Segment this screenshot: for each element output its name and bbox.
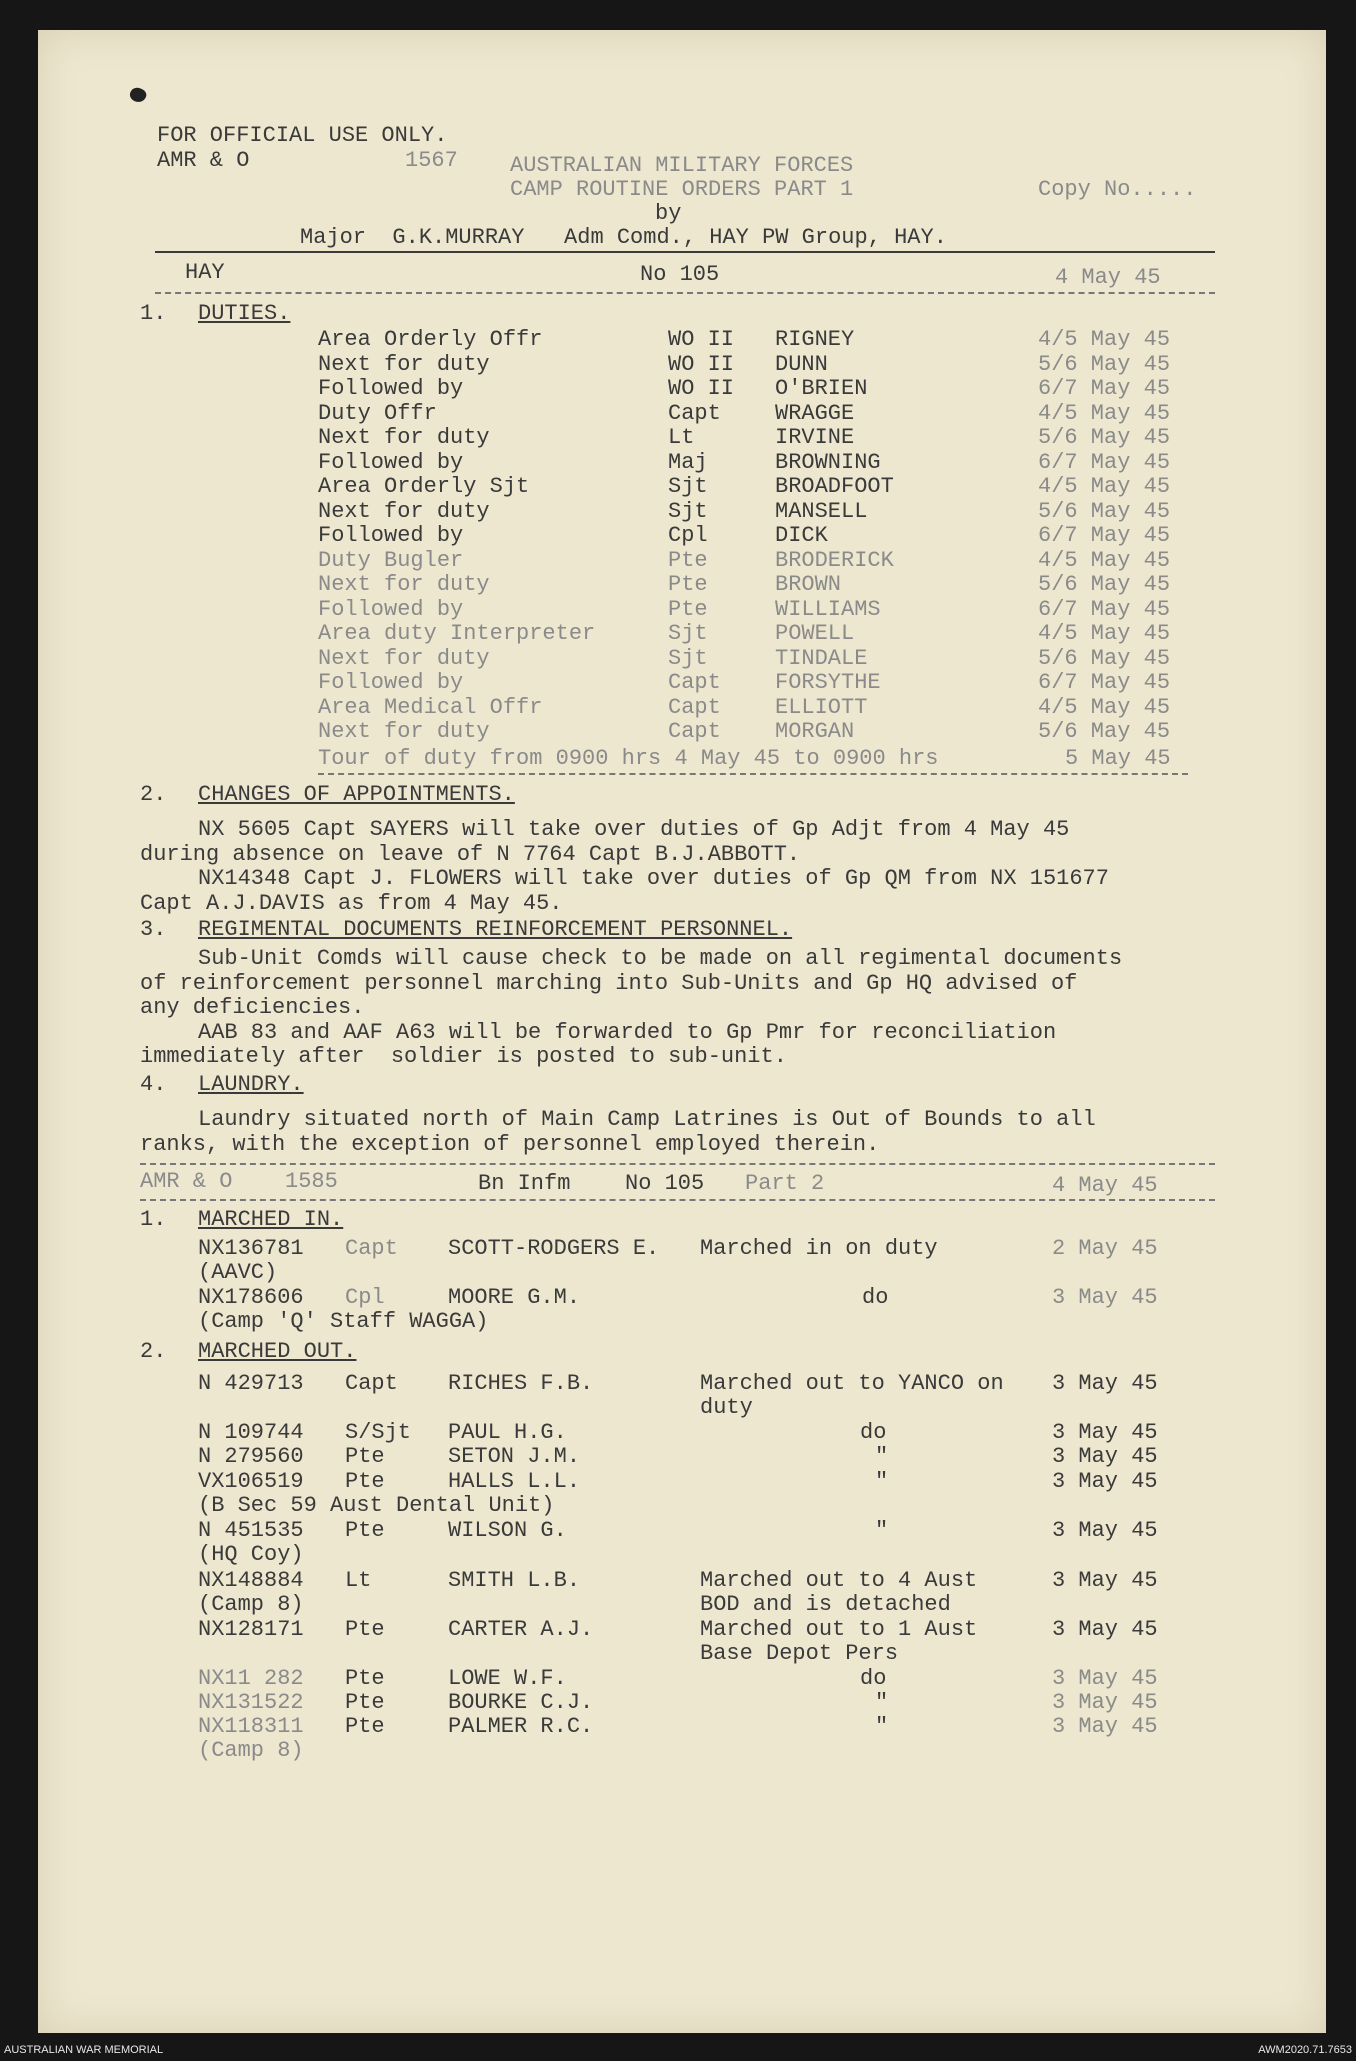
part2-order-number: No 105 [625,1171,705,1196]
regimental-line: Sub-Unit Comds will cause check to be made on all regimental documents [198,946,1123,971]
duty-name: ELLIOTT [775,695,868,720]
header-dashed-rule [155,292,1215,294]
appointments-heading: CHANGES OF APPOINTMENTS. [198,782,515,807]
service-number: NX131522 [198,1690,304,1715]
duty-date: 6/7 May 45 [1038,376,1171,401]
duty-rank: Maj [668,450,708,475]
duty-date: 5/6 May 45 [1038,646,1171,671]
duty-name: RIGNEY [775,327,855,352]
duty-date: 6/7 May 45 [1038,450,1171,475]
duty-date: 4/5 May 45 [1038,474,1171,499]
duty-date: 6/7 May 45 [1038,670,1171,695]
movement-detail: do [860,1420,887,1445]
movement-date: 3 May 45 [1052,1617,1158,1642]
unit-note: (Camp 'Q' Staff WAGGA) [198,1309,489,1334]
duty-role: Followed by [318,523,464,548]
duty-role: Area Orderly Sjt [318,474,530,499]
duties-rule [318,773,1188,775]
movement-date: 3 May 45 [1052,1568,1158,1593]
footer-institution: AUSTRALIAN WAR MEMORIAL [4,2044,164,2056]
tour-line: Tour of duty from 0900 hrs 4 May 45 to 0900 hrs [318,746,939,771]
service-number: NX136781 [198,1236,304,1261]
duty-role: Followed by [318,376,464,401]
movement-detail: Marched out to 1 Aust [700,1617,978,1642]
regimental-line: AAB 83 and AAF A63 will be forwarded to Gp Pmr for reconciliation [198,1020,1057,1045]
by-line: by [655,201,682,226]
movement-date: 3 May 45 [1052,1420,1158,1445]
header-rule [155,251,1215,253]
rank: Pte [345,1714,385,1739]
unit-note: (HQ Coy) [198,1542,304,1567]
rank: Capt [345,1371,398,1396]
soldier-name: HALLS L.L. [448,1469,581,1494]
duty-role: Area duty Interpreter [318,621,596,646]
duty-role: Area Medical Offr [318,695,543,720]
appointments-line: Capt A.J.DAVIS as from 4 May 45. [140,891,563,916]
service-number: NX128171 [198,1617,304,1642]
rank: Lt [345,1568,372,1593]
marched-out-heading: MARCHED OUT. [198,1339,357,1364]
duty-role: Next for duty [318,719,490,744]
duty-role: Followed by [318,450,464,475]
duty-rank: Pte [668,572,708,597]
duty-rank: WO II [668,352,735,377]
duty-date: 5/6 May 45 [1038,352,1171,377]
tour-date: 5 May 45 [1065,746,1171,771]
soldier-name: BOURKE C.J. [448,1690,594,1715]
service-number: NX118311 [198,1714,304,1739]
duty-rank: WO II [668,376,735,401]
duty-rank: Cpl [668,523,708,548]
duty-name: IRVINE [775,425,855,450]
duty-date: 4/5 May 45 [1038,548,1171,573]
duty-rank: Sjt [668,474,708,499]
marched-in-number: 1. [140,1207,167,1232]
rank: Pte [345,1690,385,1715]
duty-role: Followed by [318,670,464,695]
movement-detail-cont: BOD and is detached [700,1592,951,1617]
duty-date: 5/6 May 45 [1038,425,1171,450]
service-number: N 279560 [198,1444,304,1469]
unit-note: (Camp 8) [198,1738,304,1763]
duty-rank: Sjt [668,499,708,524]
duty-name: FORSYTHE [775,670,881,695]
order-number: No 105 [640,262,720,287]
soldier-name: RICHES F.B. [448,1371,594,1396]
movement-detail: Marched in on duty [700,1236,938,1261]
rank: Pte [345,1518,385,1543]
appointments-line: NX 5605 Capt SAYERS will take over duties of Gp Adjt from 4 May 45 [198,817,1070,842]
soldier-name: SETON J.M. [448,1444,581,1469]
movement-detail: do [862,1285,889,1310]
part2-date: 4 May 45 [1052,1173,1158,1198]
amr-label: AMR & O [157,148,250,173]
duties-heading: DUTIES. [198,301,291,326]
soldier-name: PALMER R.C. [448,1714,594,1739]
movement-date: 3 May 45 [1052,1666,1158,1691]
duties-number: 1. [140,301,167,326]
duty-date: 5/6 May 45 [1038,499,1171,524]
unit-note: (AAVC) [198,1260,278,1285]
service-number: NX11 282 [198,1666,304,1691]
part2-title: Bn Infm [478,1171,571,1196]
regimental-line: of reinforcement personnel marching into Sub-Units and Gp HQ advised of [140,971,1078,996]
duty-name: BROWN [775,572,842,597]
movement-detail: " [875,1714,889,1739]
soldier-name: SMITH L.B. [448,1568,581,1593]
official-use-line: FOR OFFICIAL USE ONLY. [157,123,448,148]
rank: Cpl [345,1285,385,1310]
duty-rank: Sjt [668,621,708,646]
duty-name: BROADFOOT [775,474,894,499]
service-number: NX178606 [198,1285,304,1310]
rank: Pte [345,1666,385,1691]
movement-detail-cont: Base Depot Pers [700,1641,899,1666]
forces-title: AUSTRALIAN MILITARY FORCES [510,153,854,178]
regimental-line: any deficiencies. [140,995,365,1020]
amr-number: 1567 [405,148,458,173]
rank: Pte [345,1469,385,1494]
unit-note: (B Sec 59 Aust Dental Unit) [198,1493,555,1518]
duty-rank: Capt [668,401,721,426]
regimental-number: 3. [140,917,167,942]
marched-out-number: 2. [140,1339,167,1364]
duty-rank: Pte [668,597,708,622]
part2-label: Part 2 [745,1171,825,1196]
movement-date: 3 May 45 [1052,1469,1158,1494]
soldier-name: PAUL H.G. [448,1420,567,1445]
service-number: N 109744 [198,1420,304,1445]
duty-name: DUNN [775,352,828,377]
service-number: N 429713 [198,1371,304,1396]
duty-date: 4/5 May 45 [1038,695,1171,720]
movement-date: 3 May 45 [1052,1518,1158,1543]
duty-role: Duty Bugler [318,548,464,573]
duty-role: Duty Offr [318,401,437,426]
rank: Pte [345,1617,385,1642]
movement-detail-cont: duty [700,1395,753,1420]
duty-date: 6/7 May 45 [1038,523,1171,548]
duty-role: Next for duty [318,646,490,671]
duty-date: 5/6 May 45 [1038,719,1171,744]
duty-name: MANSELL [775,499,868,524]
regimental-line: immediately after soldier is posted to sub-unit. [140,1044,787,1069]
appointments-number: 2. [140,782,167,807]
part2-amr-number: 1585 [285,1169,338,1194]
appointments-line: NX14348 Capt J. FLOWERS will take over duties of Gp QM from NX 151677 [198,866,1109,891]
duty-role: Next for duty [318,352,490,377]
footer-accession: AWM2020.71.7653 [1258,2044,1352,2056]
rank: Capt [345,1236,398,1261]
duty-rank: Lt [668,425,695,450]
duty-date: 4/5 May 45 [1038,401,1171,426]
service-number: N 451535 [198,1518,304,1543]
duty-name: WRAGGE [775,401,855,426]
laundry-heading: LAUNDRY. [198,1072,304,1097]
duty-name: TINDALE [775,646,868,671]
soldier-name: WILSON G. [448,1518,567,1543]
duty-rank: Pte [668,548,708,573]
duty-role: Area Orderly Offr [318,327,543,352]
duty-rank: WO II [668,327,735,352]
duty-name: O'BRIEN [775,376,868,401]
rank: Pte [345,1444,385,1469]
duty-rank: Capt [668,695,721,720]
soldier-name: MOORE G.M. [448,1285,581,1310]
issuer-line: Major G.K.MURRAY Adm Comd., HAY PW Group, HAY. [300,225,947,250]
duty-role: Next for duty [318,499,490,524]
movement-date: 2 May 45 [1052,1236,1158,1261]
duty-date: 5/6 May 45 [1038,572,1171,597]
regimental-heading: REGIMENTAL DOCUMENTS REINFORCEMENT PERSONNEL. [198,917,793,942]
orders-title: CAMP ROUTINE ORDERS PART 1 [510,177,854,202]
duty-name: POWELL [775,621,855,646]
movement-detail: Marched out to 4 Aust [700,1568,978,1593]
copy-number: Copy No..... [1038,177,1197,202]
laundry-number: 4. [140,1072,167,1097]
soldier-name: LOWE W.F. [448,1666,567,1691]
soldier-name: SCOTT-RODGERS E. [448,1236,660,1261]
unit-note: (Camp 8) [198,1592,304,1617]
movement-date: 3 May 45 [1052,1285,1158,1310]
movement-date: 3 May 45 [1052,1371,1158,1396]
movement-detail: do [860,1666,887,1691]
movement-date: 3 May 45 [1052,1690,1158,1715]
service-number: VX106519 [198,1469,304,1494]
duty-name: BROWNING [775,450,881,475]
movement-detail: " [875,1518,889,1543]
part2-amr: AMR & O [140,1169,233,1194]
movement-detail: Marched out to YANCO on [700,1371,1004,1396]
duty-name: WILLIAMS [775,597,881,622]
movement-detail: " [875,1444,889,1469]
movement-detail: " [875,1469,889,1494]
movement-date: 3 May 45 [1052,1714,1158,1739]
marched-in-heading: MARCHED IN. [198,1207,344,1232]
part2-top-rule [140,1163,1215,1165]
laundry-line: ranks, with the exception of personnel employed therein. [140,1132,880,1157]
duty-role: Next for duty [318,572,490,597]
place: HAY [185,260,225,285]
movement-date: 3 May 45 [1052,1444,1158,1469]
appointments-line: during absence on leave of N 7764 Capt B.J.ABBOTT. [140,842,801,867]
duty-role: Next for duty [318,425,490,450]
order-date: 4 May 45 [1055,265,1161,290]
duty-date: 4/5 May 45 [1038,327,1171,352]
duty-name: DICK [775,523,828,548]
soldier-name: CARTER A.J. [448,1617,594,1642]
duty-rank: Sjt [668,646,708,671]
part2-bottom-rule [140,1199,1215,1201]
service-number: NX148884 [198,1568,304,1593]
duty-rank: Capt [668,670,721,695]
duty-date: 4/5 May 45 [1038,621,1171,646]
laundry-line: Laundry situated north of Main Camp Latrines is Out of Bounds to all [198,1107,1096,1132]
duty-rank: Capt [668,719,721,744]
duty-date: 6/7 May 45 [1038,597,1171,622]
rank: S/Sjt [345,1420,412,1445]
duty-name: MORGAN [775,719,855,744]
duty-name: BRODERICK [775,548,894,573]
duty-role: Followed by [318,597,464,622]
movement-detail: " [875,1690,889,1715]
